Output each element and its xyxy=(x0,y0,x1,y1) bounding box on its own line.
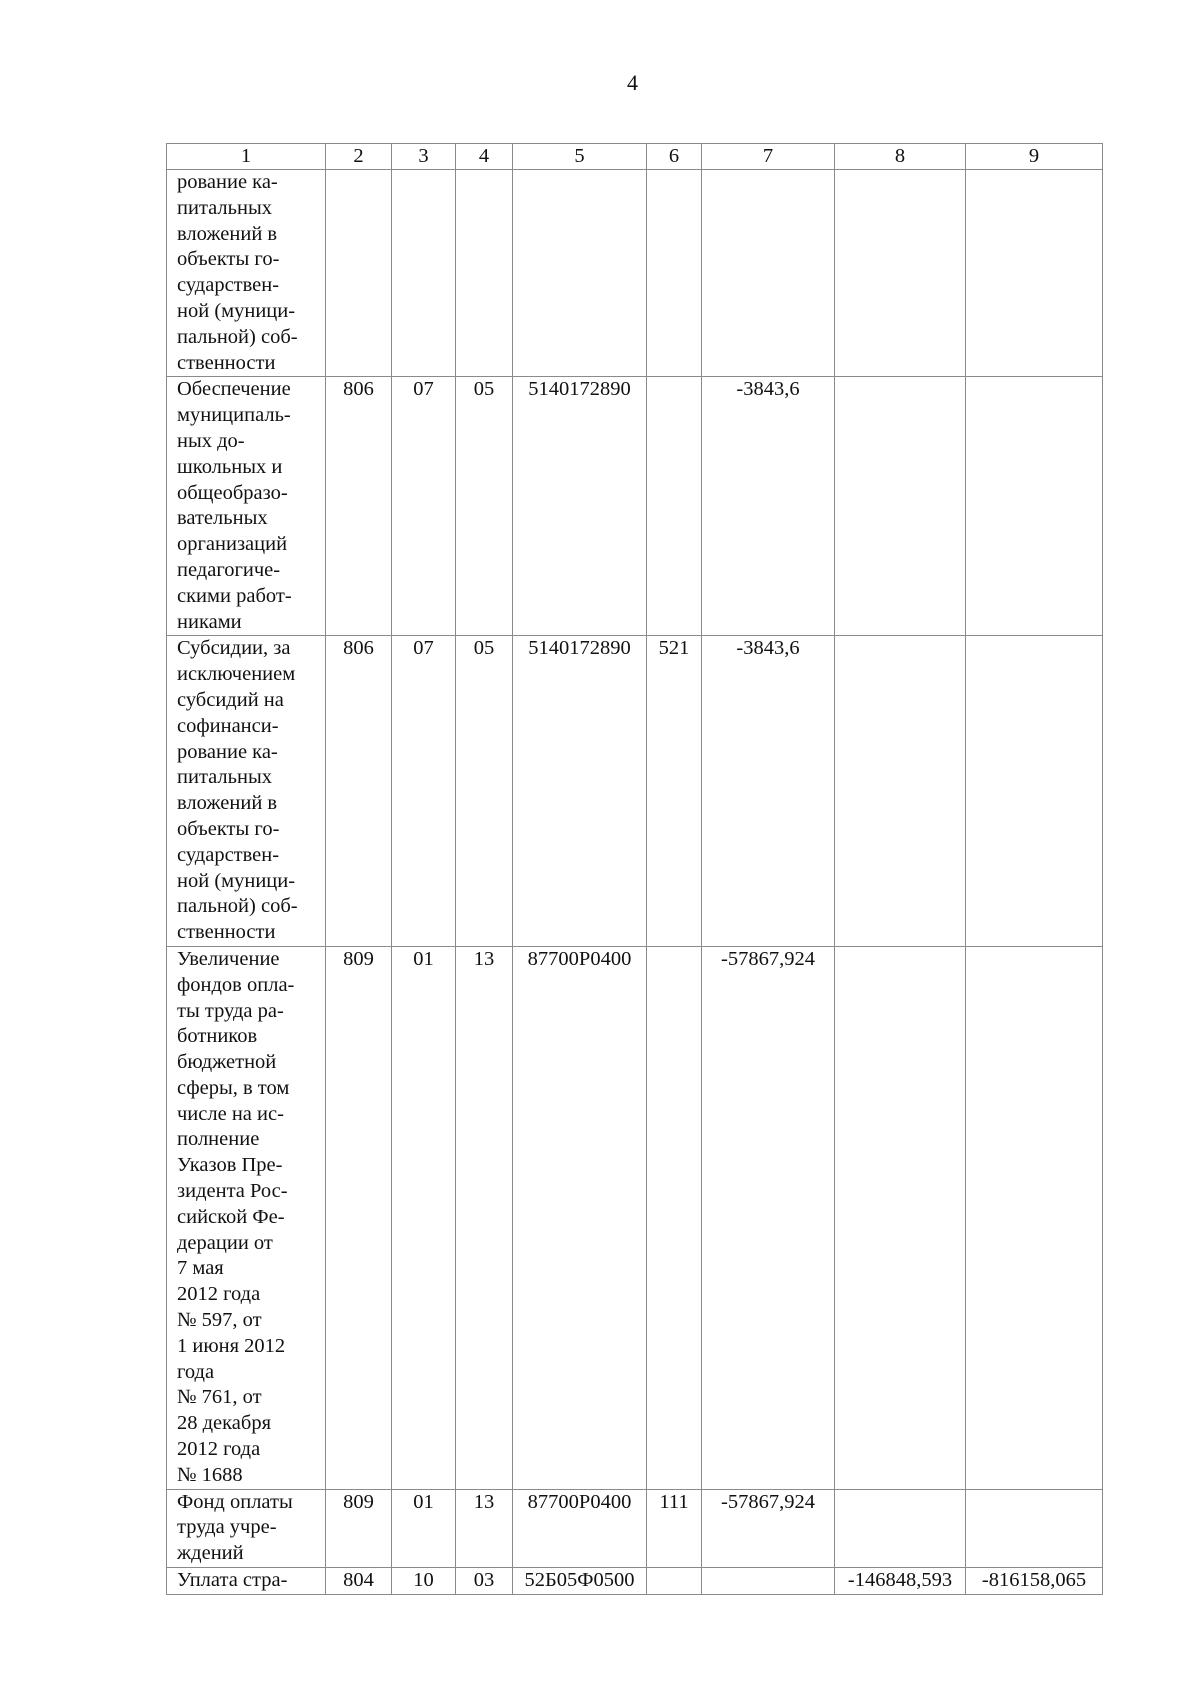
amount-col8 xyxy=(835,946,966,1489)
budget-table xyxy=(166,143,1103,1595)
target-article-code: 5140172890 xyxy=(513,636,647,947)
description-line: дерации от xyxy=(177,1231,273,1254)
description-line: исключением xyxy=(177,663,296,686)
subsection-code: 05 xyxy=(456,636,513,947)
description-line: вательных xyxy=(177,507,268,530)
amount-col8: -146848,593 xyxy=(835,1568,966,1595)
table-row xyxy=(167,1568,1103,1595)
description-line: сийской Фе- xyxy=(177,1205,285,1228)
description-line: сударствен- xyxy=(177,843,280,866)
description-line: никами xyxy=(177,610,242,633)
amount-col7 xyxy=(702,170,835,377)
expense-type-code xyxy=(647,946,702,1489)
glavny-code: 809 xyxy=(326,946,392,1489)
column-header: 9 xyxy=(966,144,1103,170)
description-line: объекты го- xyxy=(177,248,280,271)
glavny-code: 809 xyxy=(326,1489,392,1567)
subsection-code: 03 xyxy=(456,1568,513,1595)
description-line: труда учре- xyxy=(177,1516,277,1539)
column-header: 3 xyxy=(392,144,456,170)
row-description xyxy=(167,377,326,636)
amount-col9 xyxy=(966,170,1103,377)
description-line: 2012 года xyxy=(177,1438,261,1461)
row-description xyxy=(167,1568,326,1595)
column-header: 1 xyxy=(167,144,326,170)
section-code xyxy=(392,170,456,377)
amount-col9 xyxy=(966,946,1103,1489)
column-header: 4 xyxy=(456,144,513,170)
amount-col8 xyxy=(835,377,966,636)
description-line: питальных xyxy=(177,766,273,789)
amount-col7: -3843,6 xyxy=(702,377,835,636)
column-header: 7 xyxy=(702,144,835,170)
description-line: рование ка- xyxy=(177,740,278,763)
row-description xyxy=(167,1489,326,1567)
amount-col7 xyxy=(702,1568,835,1595)
row-description xyxy=(167,170,326,377)
description-line: полнение xyxy=(177,1128,260,1151)
description-line: скими работ- xyxy=(177,584,292,607)
description-line: вложений в xyxy=(177,222,278,245)
description-line: объекты го- xyxy=(177,817,280,840)
table-header-row xyxy=(167,144,1103,170)
description-line: организаций xyxy=(177,533,288,556)
expense-type-code xyxy=(647,1568,702,1595)
description-line: муниципаль- xyxy=(177,404,291,427)
description-line: зидента Рос- xyxy=(177,1180,288,1203)
description-line: фондов опла- xyxy=(177,973,295,996)
description-line: 28 декабря xyxy=(177,1412,272,1435)
expense-type-code: 111 xyxy=(647,1489,702,1567)
table-row xyxy=(167,946,1103,1489)
description-line: пальной) соб- xyxy=(177,325,298,348)
description-line: Уплата стра- xyxy=(177,1569,288,1592)
target-article-code xyxy=(513,170,647,377)
description-line: вложений в xyxy=(177,792,278,815)
section-code: 01 xyxy=(392,946,456,1489)
expense-type-code: 521 xyxy=(647,636,702,947)
target-article-code: 52Б05Ф0500 xyxy=(513,1568,647,1595)
description-line: педагогиче- xyxy=(177,558,281,581)
table-row xyxy=(167,170,1103,377)
glavny-code xyxy=(326,170,392,377)
table-row xyxy=(167,636,1103,947)
description-line: 2012 года xyxy=(177,1283,261,1306)
row-description xyxy=(167,946,326,1489)
subsection-code xyxy=(456,170,513,377)
description-line: 1 июня 2012 xyxy=(177,1334,286,1357)
description-line: года xyxy=(177,1360,215,1383)
description-line: сударствен- xyxy=(177,274,280,297)
target-article-code: 5140172890 xyxy=(513,377,647,636)
amount-col9: -816158,065 xyxy=(966,1568,1103,1595)
amount-col7: -3843,6 xyxy=(702,636,835,947)
description-line: сферы, в том xyxy=(177,1076,290,1099)
section-code: 01 xyxy=(392,1489,456,1567)
description-line: субсидий на xyxy=(177,688,284,711)
description-line: пальной) соб- xyxy=(177,895,298,918)
description-line: Субсидии, за xyxy=(177,637,291,660)
description-line: Увеличение xyxy=(177,947,280,970)
column-header: 2 xyxy=(326,144,392,170)
amount-col8 xyxy=(835,1489,966,1567)
description-line: ной (муници- xyxy=(177,869,296,892)
column-header: 5 xyxy=(513,144,647,170)
expense-type-code xyxy=(647,170,702,377)
amount-col9 xyxy=(966,1489,1103,1567)
target-article-code: 87700Р0400 xyxy=(513,946,647,1489)
section-code: 07 xyxy=(392,377,456,636)
subsection-code: 05 xyxy=(456,377,513,636)
description-line: школьных и xyxy=(177,455,283,478)
expense-type-code xyxy=(647,377,702,636)
description-line: бюджетной xyxy=(177,1051,277,1074)
description-line: числе на ис- xyxy=(177,1102,284,1125)
column-header: 6 xyxy=(647,144,702,170)
description-line: Обеспечение xyxy=(177,378,291,401)
amount-col7: -57867,924 xyxy=(702,946,835,1489)
section-code: 07 xyxy=(392,636,456,947)
subsection-code: 13 xyxy=(456,946,513,1489)
amount-col9 xyxy=(966,377,1103,636)
amount-col8 xyxy=(835,636,966,947)
table-row xyxy=(167,1489,1103,1567)
description-line: ты труда ра- xyxy=(177,999,284,1022)
description-line: ной (муници- xyxy=(177,299,296,322)
column-header: 8 xyxy=(835,144,966,170)
glavny-code: 806 xyxy=(326,377,392,636)
description-line: ботников xyxy=(177,1025,258,1048)
description-line: ственности xyxy=(177,351,276,374)
description-line: общеобразо- xyxy=(177,481,288,504)
description-line: рование ка- xyxy=(177,171,278,193)
page-number: 4 xyxy=(627,70,638,95)
amount-col8 xyxy=(835,170,966,377)
description-line: № 597, от xyxy=(177,1309,262,1332)
glavny-code: 804 xyxy=(326,1568,392,1595)
table-row xyxy=(167,377,1103,636)
glavny-code: 806 xyxy=(326,636,392,947)
section-code: 10 xyxy=(392,1568,456,1595)
description-line: софинанси- xyxy=(177,714,279,737)
description-line: питальных xyxy=(177,196,273,219)
description-line: ных до- xyxy=(177,429,245,452)
description-line: Указов Пре- xyxy=(177,1154,283,1177)
description-line: Фонд оплаты xyxy=(177,1490,293,1513)
amount-col9 xyxy=(966,636,1103,947)
row-description xyxy=(167,636,326,947)
description-line: № 1688 xyxy=(177,1463,243,1486)
target-article-code: 87700Р0400 xyxy=(513,1489,647,1567)
subsection-code: 13 xyxy=(456,1489,513,1567)
description-line: ственности xyxy=(177,921,276,944)
description-line: № 761, от xyxy=(177,1386,262,1409)
description-line: 7 мая xyxy=(177,1257,224,1280)
amount-col7: -57867,924 xyxy=(702,1489,835,1567)
description-line: ждений xyxy=(177,1542,244,1565)
